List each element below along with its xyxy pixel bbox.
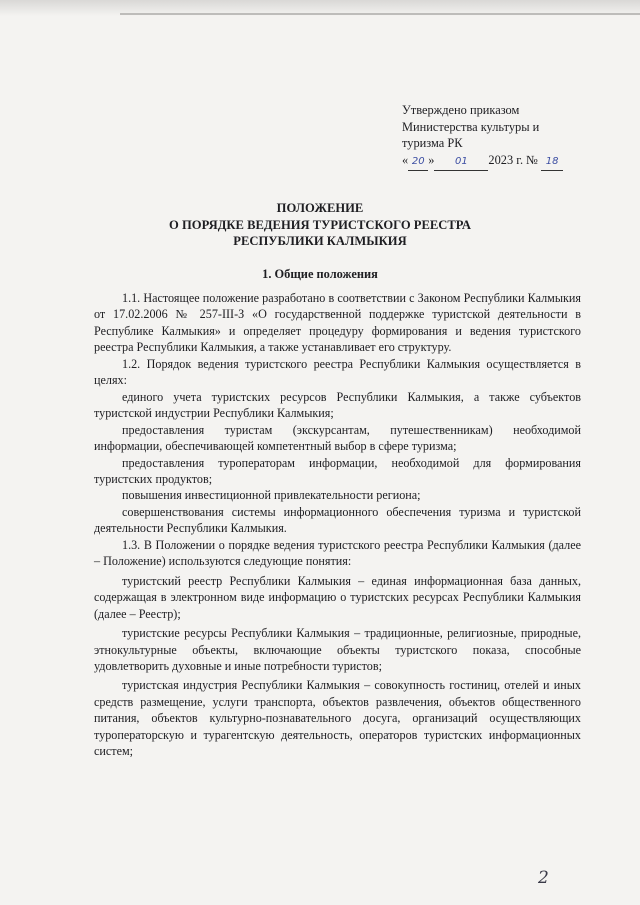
list-item-touroperators: предоставления туроператорам информации, необходимой для формирования туристских продуктов;	[94, 455, 581, 486]
document-body	[94, 290, 581, 760]
approval-year-number: 2023 г. №	[488, 152, 538, 167]
definition-tourist-industry: туристская индустрия Республики Калмыкия – совокупность гостиниц, отелей и иных средств размещение, услуги транспорта, объектов развлечения, объектов общественного питания, объектов культурно-познавательного досуга, организаций осуществляющих туроператорскую и турагентскую деятельность, операторов туристских информационных систем;	[94, 678, 581, 759]
document-title	[0, 200, 640, 250]
handwritten-month: 01	[434, 154, 488, 172]
list-item-accounting: единого учета туристских ресурсов Республики Калмыкия, а также субъектов туристской индустрии Республики Калмыкия;	[94, 389, 581, 421]
list-item-tourists-info: предоставления туристам (экскурсантам, путешественникам) необходимой информации, обеспечивающей компетентный выбор в сфере туризма;	[94, 422, 581, 454]
title-line-1: ПОЛОЖЕНИЕ	[276, 201, 364, 215]
title-line-2: О ПОРЯДКЕ ВЕДЕНИЯ ТУРИСТСКОГО РЕЕСТРА	[169, 217, 471, 232]
approval-date-line: « 20 » 01 2023 г. № 18	[402, 152, 602, 172]
definition-tourist-resources: туристские ресурсы Республики Калмыкия – традиционные, религиозные, природные, этнокультурные объекты, включающие объекты туристского показа, способные удовлетворить духовные и иные потребности туристов;	[94, 626, 581, 673]
approval-line-3: туризма РК	[402, 136, 463, 150]
approval-line-1: Утверждено приказом	[402, 103, 520, 117]
paragraph-1-3: 1.3. В Положении о порядке ведения туристского реестра Республики Калмыкия (далее – Положение) используются следующие понятия:	[94, 537, 581, 569]
list-item-investment: повышения инвестиционной привлекательности региона;	[122, 488, 421, 503]
definition-registry: туристский реестр Республики Калмыкия – единая информационная база данных, содержащая в электронном виде информацию о туристских ресурсах Республики Калмыкия (далее – Реестр);	[94, 573, 581, 621]
handwritten-page-number: 2	[538, 868, 549, 888]
date-open-quote: «	[402, 152, 409, 167]
approval-line-2: Министерства культуры и	[402, 119, 540, 134]
title-line-3: РЕСПУБЛИКИ КАЛМЫКИЯ	[233, 234, 407, 248]
handwritten-day: 20	[408, 154, 428, 172]
section-heading: 1. Общие положения	[262, 267, 378, 281]
scan-artifact-line	[120, 13, 640, 15]
approval-block	[402, 102, 602, 171]
paragraph-1-2: 1.2. Порядок ведения туристского реестра Республики Калмыкия осуществляется в целях:	[94, 356, 581, 388]
paragraph-1-1: 1.1. Настоящее положение разработано в соответствии с Законом Республики Калмыкия от 17.02.2006 № 257-III-З «О государственной поддержке туристской деятельности в Республике Калмыкия» и определяет процедуру формирования и ведения туристского реестра Республики Калмыкия, а также устанавливает его структуру.	[94, 291, 581, 355]
list-item-info-system: совершенствования системы информационного обеспечения туризма и туристской деятельности Республики Калмыкия.	[94, 504, 581, 536]
handwritten-order-number: 18	[541, 154, 563, 172]
